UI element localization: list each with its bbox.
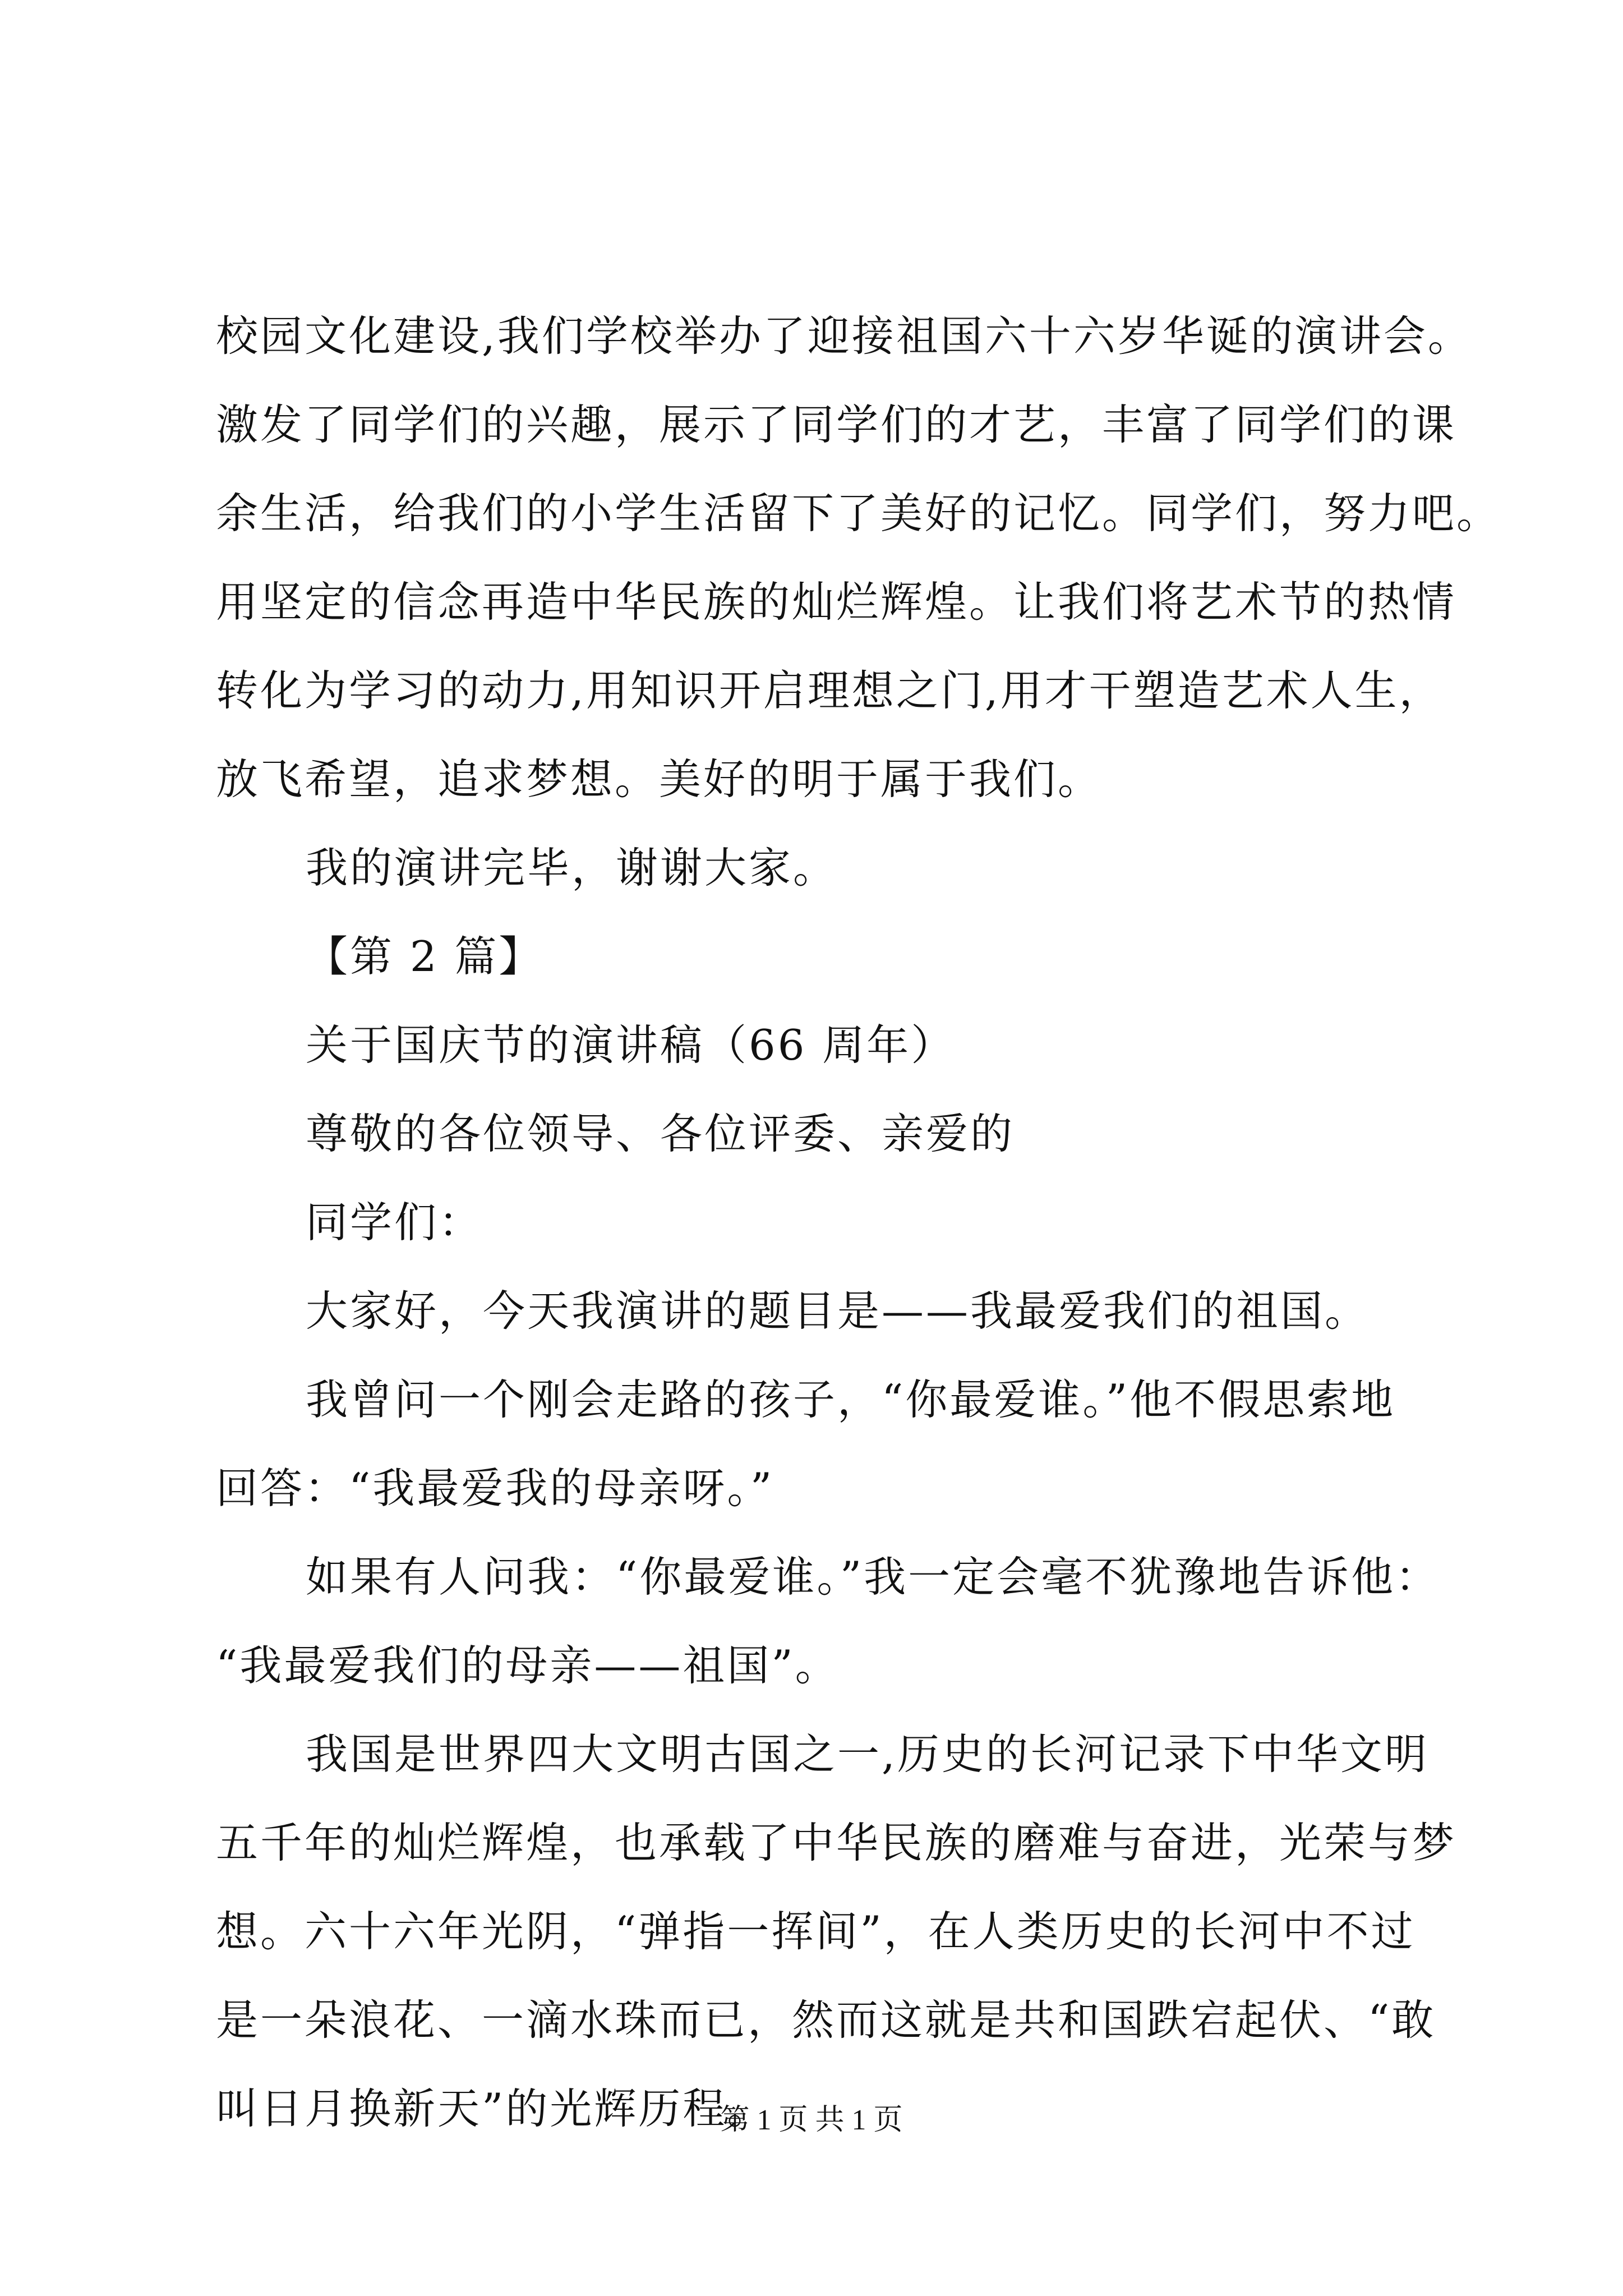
- salutation-line: 尊敬的各位领导、各位评委、亲爱的: [306, 1109, 1015, 1158]
- paragraph-line: “我最爱我们的母亲——祖国”。: [216, 1641, 840, 1690]
- document-body: [216, 292, 1501, 2153]
- salutation-line: 同学们：: [306, 1198, 483, 1247]
- paragraph-line: 是一朵浪花、一滴水珠而已，然而这就是共和国跌宕起伏、“敢: [216, 1995, 1436, 2045]
- paragraph-line: 叫日月换新天”的光辉历程。: [216, 2084, 772, 2133]
- section-title: 关于国庆节的演讲稿（66 周年）: [306, 1020, 956, 1070]
- paragraph-line: 校园文化建设,我们学校举办了迎接祖国六十六岁华诞的演讲会。: [216, 311, 1472, 361]
- closing-line: 我的演讲完毕，谢谢大家。: [306, 843, 838, 892]
- paragraph-line: 想。六十六年光阴，“弹指一挥间”，在人类历史的长河中不过: [216, 1907, 1415, 1956]
- page-footer: 第 1 页 共 1 页: [720, 2104, 903, 2136]
- paragraph-line: 如果有人问我：“你最爱谁。”我一定会毫不犹豫地告诉他：: [306, 1552, 1440, 1602]
- paragraph-line: 用坚定的信念再造中华民族的灿烂辉煌。让我们将艺术节的热情: [216, 577, 1457, 627]
- paragraph-line: 回答：“我最爱我的母亲呀。”: [216, 1464, 774, 1513]
- paragraph-line: 我国是世界四大文明古国之一,历史的长河记录下中华文明: [306, 1729, 1429, 1779]
- paragraph-line: 大家好，今天我演讲的题目是——我最爱我们的祖国。: [306, 1286, 1370, 1336]
- paragraph-line: 我曾问一个刚会走路的孩子，“你最爱谁。”他不假思索地: [306, 1375, 1396, 1424]
- paragraph-line: 转化为学习的动力,用知识开启理想之门,用才干塑造艺术人生，: [216, 666, 1444, 715]
- paragraph-line: 五千年的灿烂辉煌，也承载了中华民族的磨难与奋进，光荣与梦: [216, 1818, 1457, 1867]
- paragraph-line: 激发了同学们的兴趣，展示了同学们的才艺，丰富了同学们的课: [216, 400, 1457, 449]
- section-marker: 【第 2 篇】: [306, 932, 543, 981]
- paragraph-line: 余生活，给我们的小学生活留下了美好的记忆。同学们，努力吧。: [216, 489, 1501, 538]
- paragraph-line: 放飞希望，追求梦想。美好的明于属于我们。: [216, 754, 1103, 804]
